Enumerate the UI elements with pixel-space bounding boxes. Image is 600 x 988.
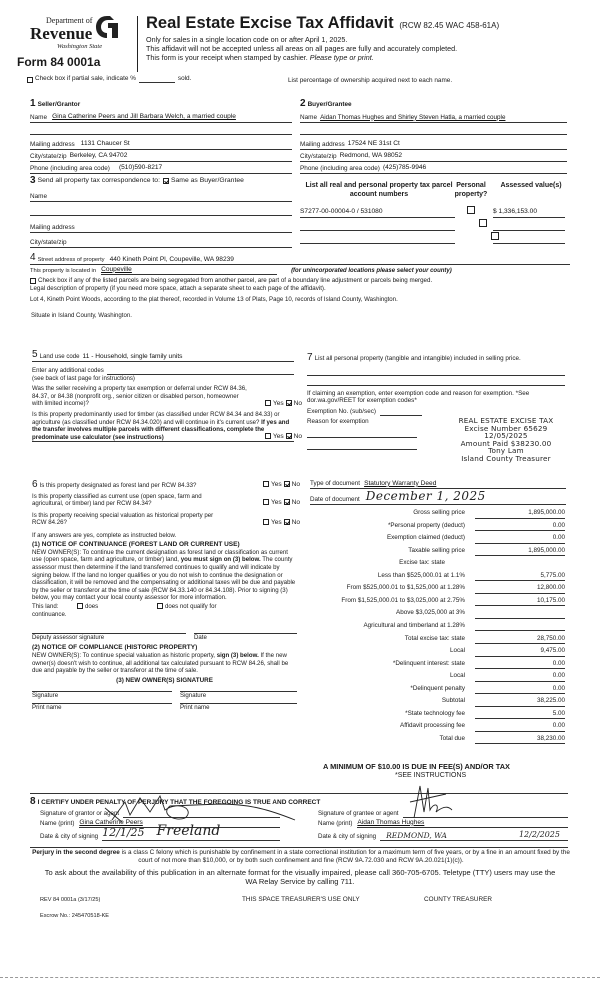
calc-value[interactable] <box>475 622 565 632</box>
segregated-parcel-label: Check box if any of the listed parcels are being segregated from another parcel, are part of a boundary line adjustment or parcels being merged. <box>38 277 433 284</box>
street-address-field[interactable]: 440 Kineth Point Pl, Coupeville, WA 98239 <box>109 255 234 263</box>
buyer-name-line-2[interactable] <box>300 123 567 135</box>
buyer-city-field[interactable]: Redmond, WA 98052 <box>339 152 403 160</box>
certify-bottom-line <box>30 847 568 848</box>
calc-value[interactable]: 10,175.00 <box>475 597 565 607</box>
personal-property-field-1[interactable] <box>307 365 565 376</box>
seller-city-field[interactable]: Berkeley, CA 94702 <box>69 152 128 160</box>
escrow-number: 245470518-KE <box>71 913 110 919</box>
buyer-city-label: City/state/zip <box>300 152 337 160</box>
personal-property-checkbox-2[interactable] <box>479 219 487 227</box>
assessed-value-field-1[interactable]: $ 1,336,153.00 <box>493 208 565 218</box>
calc-row <box>300 609 565 619</box>
calc-row <box>300 735 565 745</box>
calc-value[interactable]: 38,230.00 <box>475 735 565 745</box>
buyer-mailing-label: Mailing address <box>300 140 345 148</box>
yes-label: Yes <box>270 481 282 488</box>
header-note-3-italic: Please type or print. <box>309 52 374 62</box>
new-owner-print-2-field[interactable]: Print name <box>180 703 297 712</box>
calc-row <box>300 635 565 645</box>
unincorporated-note: (for unincorporated locations please select your county) <box>291 267 452 274</box>
correspondence-name-line-2[interactable] <box>30 202 292 216</box>
parcel-col-header-numbers: List all real and personal property tax parcel account numbers <box>305 182 453 198</box>
land-use-code-label: Land use code <box>39 353 80 361</box>
grantor-date-label: Date & city of signing <box>40 833 99 841</box>
calc-value[interactable]: 28,750.00 <box>475 635 565 645</box>
grantee-date-label: Date & city of signing <box>318 833 377 841</box>
exemption-no-field[interactable] <box>380 409 422 416</box>
calc-label: Exemption claimed (deduct) <box>386 534 465 542</box>
dor-swirl-icon <box>94 14 120 40</box>
dept-line1: Department of <box>46 16 93 25</box>
no-label: No <box>293 433 302 441</box>
legal-description-label: Legal description of property (if you need more space, attach a separate sheet to each page of the affidavit). <box>30 284 326 292</box>
grantee-signature-label: Signature of grantee or agent <box>318 810 399 818</box>
form-number: Form 84 0001a <box>17 55 101 69</box>
calc-value[interactable] <box>475 609 565 619</box>
parcel-number-field-2[interactable] <box>300 221 455 231</box>
q5-1-no-checkbox[interactable] <box>286 400 292 406</box>
calc-value[interactable]: 0.00 <box>475 722 565 732</box>
calc-label: Affidavit processing fee <box>400 722 465 730</box>
section-1-number: 1 <box>30 98 36 109</box>
yes-label: Yes <box>270 499 282 507</box>
parcel-table <box>300 182 570 215</box>
correspondence-mailing-label: Mailing address <box>30 223 75 231</box>
calc-label: Local <box>449 672 465 680</box>
grantor-signature-label: Signature of grantor or agent <box>40 810 120 818</box>
grantor-date-value: 12/1/25 <box>102 826 145 840</box>
current-use-question: Is this property classified as current use (open space, farm and agricultural, or timber) land per RCW 84.34? <box>32 492 202 508</box>
stamp-line-1: REAL ESTATE EXCISE TAX <box>458 416 554 425</box>
personal-property-field-2[interactable] <box>307 376 565 386</box>
calc-label: From $525,000.01 to $1,525,000 at 1.28% <box>346 584 465 592</box>
new-owner-signature-1-field[interactable]: Signature <box>32 691 172 700</box>
section-6-number: 6 <box>32 479 38 490</box>
availability-notice: To ask about the availability of this publication in an alternate format for the visually impaired, please call 360-705-6705. Teletype (TTY) users may use the WA Relay Service by calling 711. <box>44 868 556 887</box>
partial-sale-checkbox[interactable] <box>27 77 33 83</box>
calc-row <box>300 660 565 670</box>
seller-phone-field[interactable]: (510)590-8217 <box>118 164 163 172</box>
calc-row <box>300 547 565 557</box>
buyer-mailing-field[interactable]: 17524 NE 31st Ct <box>347 140 400 148</box>
parcel-col-header-personal: Personal property? <box>454 182 488 198</box>
yes-label: Yes <box>272 433 284 441</box>
calc-value[interactable]: 5,775.00 <box>475 572 565 582</box>
calc-row <box>300 584 565 594</box>
calc-row <box>300 622 565 632</box>
treasurer-payment-stamp <box>440 417 572 462</box>
q6-3-yes-checkbox[interactable] <box>263 519 269 525</box>
same-as-buyer-checkbox[interactable] <box>163 178 169 184</box>
deputy-assessor-date-field[interactable] <box>194 632 297 634</box>
calc-label: *Personal property (deduct) <box>387 521 465 529</box>
q5-2-no-checkbox[interactable] <box>286 433 292 439</box>
q5-2-yes-checkbox[interactable] <box>265 433 271 439</box>
perjury-notice: Perjury in the second degree is a class C felony which is punishable by confinement in a state correctional institution for a maximum term of five years, or by a fine in an amount fixed by the court of not more than $10,000, or by both such confinement and fine (RCW 9A.72.030 and RCW 9A.20.021(1)(c)). <box>32 849 570 864</box>
calc-value[interactable]: 0.00 <box>475 522 565 532</box>
additional-codes-field[interactable] <box>107 368 294 375</box>
no-label: No <box>291 518 300 526</box>
exemption-no-label: Exemption No. (sub/sec) <box>307 408 376 416</box>
document-date-label: Date of document <box>310 496 360 504</box>
calc-value[interactable]: 0.00 <box>475 672 565 682</box>
escrow-label: Escrow No.: <box>40 913 71 919</box>
calc-label: Above $3,025,000 at 3% <box>396 609 465 617</box>
if-yes-instruction: If any answers are yes, complete as instructed below. <box>32 531 177 539</box>
segregated-parcel-checkbox[interactable] <box>30 278 36 284</box>
parcel-number-field-3[interactable] <box>300 234 455 244</box>
calc-row <box>300 647 565 657</box>
dor-logo <box>18 14 128 74</box>
seller-name-line-2[interactable] <box>30 123 292 135</box>
stamp-date: 12/05/2025 <box>484 431 528 441</box>
q6-1-yes-checkbox[interactable] <box>263 481 269 487</box>
street-address-label: Street address of property <box>37 256 105 263</box>
grantee-city-value: REDMOND, WA <box>386 830 447 840</box>
stamp-treasurer-title: Island County Treasurer <box>461 453 551 463</box>
stamp-treasurer-name: Tony Lam <box>488 446 524 456</box>
dept-line3: Washington State <box>57 43 103 50</box>
calc-label: Subtotal <box>441 697 465 705</box>
section-2-number: 2 <box>300 98 306 109</box>
partial-sale-label: Check box if partial sale, indicate % <box>35 75 136 82</box>
land-does-not-qualify-checkbox[interactable] <box>157 603 163 609</box>
grantor-date-city-field[interactable] <box>102 823 280 842</box>
additional-codes-label: Enter any additional codes <box>32 367 104 374</box>
seller-mailing-field[interactable]: 1131 Chaucer St <box>80 140 130 148</box>
document-type-label: Type of document <box>310 480 361 488</box>
calc-label: Less than $525,000.01 at 1.1% <box>377 571 465 579</box>
dept-line2: Revenue <box>30 24 93 43</box>
see-instructions-note: *SEE INSTRUCTIONS <box>395 772 467 779</box>
legal-description-line-1[interactable]: Lot 4, Kineth Point Woods, according to the plat thereof, recorded in Volume 13 of Plats, Page 10, records of Island County, Washington. <box>30 295 398 303</box>
notice-compliance-text: NEW OWNER(S): To continue special valuation as historic property, sign (3) below. If the new owner(s) doesn't wish to continue, all additional tax calculated pursuant to RCW 84.26, shall be due and payable by the seller or transferor at the time of sale. <box>32 651 289 675</box>
calc-value[interactable]: 9,475.00 <box>475 647 565 657</box>
calc-label: Agricultural and timberland at 1.28% <box>363 621 465 629</box>
section-5-number: 5 <box>32 348 38 360</box>
notice-continuance-title: (1) NOTICE OF CONTINUANCE (FOREST LAND OR CURRENT USE) <box>32 540 240 548</box>
seller-phone-label: Phone (including area code) <box>30 164 110 172</box>
calc-label: Total excise tax: state <box>404 634 465 642</box>
grantee-date-city-field[interactable] <box>380 830 568 841</box>
continuance-label: continuance. <box>32 610 67 618</box>
q6-3-no-checkbox[interactable] <box>284 519 290 525</box>
no-label: No <box>291 499 300 507</box>
forest-land-question: Is this property designated as forest land per RCW 84.33? <box>39 482 197 489</box>
header-divider <box>137 16 138 72</box>
page-bottom-edge <box>0 977 600 978</box>
minimum-due-note: A MINIMUM OF $10.00 IS DUE IN FEE(S) AND/OR TAX <box>323 762 510 771</box>
header-note-2: This affidavit will not be accepted unless all areas on all pages are fully and accurately completed. <box>146 43 458 53</box>
section-4-number: 4 <box>30 251 36 263</box>
header-note-3: This form is your receipt when stamped by cashier. <box>146 52 308 62</box>
calc-label: Excise tax: state <box>399 559 445 567</box>
same-as-buyer-label: Same as Buyer/Grantee <box>170 177 244 184</box>
calc-label: Taxable selling price <box>408 546 465 554</box>
buyer-phone-field[interactable]: (425)785-9946 <box>382 164 427 172</box>
calc-row <box>300 672 565 682</box>
calc-value[interactable]: 0.00 <box>475 534 565 544</box>
calc-row <box>300 522 565 532</box>
grantor-city-value: Freeland <box>156 822 221 839</box>
does-label: does <box>85 602 99 610</box>
grantor-name-field[interactable]: Gina Catherine Peers <box>79 819 280 828</box>
additional-codes-note: (see back of last page for instructions) <box>32 374 135 382</box>
buyer-name-label: Name <box>300 113 318 121</box>
ownership-note: List percentage of ownership acquired next to each name. <box>288 77 453 84</box>
calc-label: *Delinquent penalty <box>410 684 465 692</box>
does-not-qualify-label: does not qualify for <box>165 602 217 610</box>
calc-row <box>300 597 565 607</box>
calc-value[interactable]: 1,895,000.00 <box>475 509 565 519</box>
new-owner-signature-heading: (3) NEW OWNER(S) SIGNATURE <box>116 676 213 684</box>
no-label: No <box>291 481 300 488</box>
reason-field-1[interactable] <box>307 426 417 438</box>
correspondence-name-label: Name <box>30 192 48 200</box>
new-owner-signature-2-field[interactable]: Signature <box>180 691 297 700</box>
q6-2-yes-checkbox[interactable] <box>263 499 269 505</box>
partial-sale-suffix: sold. <box>177 75 192 82</box>
notice-compliance-title: (2) NOTICE OF COMPLIANCE (HISTORIC PROPERTY) <box>32 643 198 651</box>
land-use-code-field[interactable]: 11 - Household, single family units <box>82 352 183 360</box>
stamp-amount-paid: Amount Paid $38230.00 <box>460 438 552 448</box>
assessed-value-field-3[interactable] <box>493 234 565 244</box>
new-owner-print-1-field[interactable]: Print name <box>32 703 172 712</box>
located-in-label: This property is located in <box>30 267 97 274</box>
calc-label: *Delinquent interest: state <box>392 659 465 667</box>
header-note-1: Only for sales in a single location code on or after April 1, 2025. <box>146 34 348 44</box>
seller-name-field[interactable]: Gina Catherine Peers and Jill Barbara Welch, a married couple <box>52 113 236 121</box>
deputy-date-label: Date <box>194 634 207 642</box>
county-treasurer-label: COUNTY TREASURER <box>424 896 492 903</box>
calc-row <box>300 722 565 732</box>
calc-row <box>300 710 565 720</box>
deputy-assessor-signature-label: Deputy assessor signature <box>32 634 105 642</box>
calc-value[interactable]: 38,225.00 <box>475 697 565 707</box>
exemption-note: If claiming an exemption, enter exemption code and reason for exemption. *See dor.wa.gov/REET for exemption codes* <box>307 389 530 405</box>
grantee-date-value: 12/2/2025 <box>518 830 560 839</box>
document-date-field[interactable]: December 1, 2025 <box>365 489 486 503</box>
personal-property-label: List all personal property (tangible and intangible) included in selling price. <box>314 355 521 362</box>
reason-for-exemption-label: Reason for exemption <box>307 418 369 426</box>
calc-label: *State technology fee <box>405 709 465 717</box>
section-3-number: 3 <box>30 175 36 186</box>
rcw-reference: (RCW 82.45 WAC 458-61A) <box>399 21 500 30</box>
yes-label: Yes <box>272 399 284 407</box>
treasurer-use-label: THIS SPACE TREASURER'S USE ONLY <box>242 896 360 903</box>
grantor-name-label: Name (print) <box>40 820 75 828</box>
calc-value[interactable]: 0.00 <box>475 660 565 670</box>
calc-value[interactable]: 0.00 <box>475 685 565 695</box>
buyer-heading: Buyer/Grantee <box>307 101 352 108</box>
located-in-field[interactable]: Coupeville <box>101 266 277 275</box>
calc-value[interactable]: 12,800.00 <box>475 584 565 594</box>
calc-row <box>300 509 565 519</box>
calc-value[interactable]: 1,895,000.00 <box>475 547 565 557</box>
grantee-name-label: Name (print) <box>318 820 353 828</box>
form-title: Real Estate Excise Tax Affidavit <box>146 14 394 32</box>
assessed-value-field-2[interactable] <box>493 221 565 231</box>
stamp-excise-number: Excise Number 65629 <box>464 423 548 433</box>
q5-1-yes-checkbox[interactable] <box>265 400 271 406</box>
seller-name-label: Name <box>30 113 48 121</box>
exemption-deferral-question: Was the seller receiving a property tax exemption or deferral under RCW 84.36, 84.37, or 84.38 (nonprofit org., senior citizen or disabled person, homeowner with limited income)? <box>32 385 247 408</box>
calc-value[interactable]: 5.00 <box>475 710 565 720</box>
parcel-number-field-1[interactable]: S7277-00-00004-0 / 531080 <box>300 208 455 218</box>
q6-1-no-checkbox[interactable] <box>284 481 290 487</box>
calc-label: Gross selling price <box>413 509 465 516</box>
grantee-signature-icon <box>406 782 456 822</box>
seller-city-label: City/state/zip <box>30 152 67 160</box>
calc-row <box>300 572 565 582</box>
calc-row <box>300 685 565 695</box>
calc-label: Total due <box>439 734 465 742</box>
section-7-number: 7 <box>307 352 313 363</box>
section-8-number: 8 <box>30 796 36 807</box>
partial-sale-percent-field[interactable] <box>139 75 175 83</box>
land-does-qualify-checkbox[interactable] <box>77 603 83 609</box>
calc-label: From $1,525,000.01 to $3,025,000 at 2.75% <box>341 596 465 604</box>
correspondence-city-label: City/state/zip <box>30 238 67 246</box>
parcel-col-header-assessed: Assessed value(s) <box>500 182 562 189</box>
revision-number: REV 84 0001a (3/17/25) <box>40 897 101 903</box>
timber-agriculture-instructions: If yes and the transfer involves multiple parcels with different classifications, complete the predominate use calculator (see instructions) <box>32 418 290 441</box>
this-land-label: This land: <box>32 602 59 610</box>
certify-heading: I CERTIFY UNDER PENALTY OF PERJURY THAT THE FOREGOING IS TRUE AND CORRECT <box>37 799 321 806</box>
no-label: No <box>293 399 302 407</box>
yes-label: Yes <box>270 518 282 526</box>
correspondence-label: Send all property tax correspondence to: <box>37 177 160 184</box>
document-type-field[interactable]: Statutory Warranty Deed <box>364 479 437 487</box>
grantee-name-field[interactable]: Aidan Thomas Hughes <box>357 819 568 828</box>
grantor-signature-icon <box>100 790 300 825</box>
calc-row <box>300 534 565 544</box>
historical-property-question: Is this property receiving special valuation as historical property per RCW 84.26? <box>32 511 214 527</box>
calc-label: Local <box>449 647 465 655</box>
legal-description-line-2[interactable]: Situate in Island County, Washington. <box>31 312 132 320</box>
seller-mailing-label: Mailing address <box>30 140 75 148</box>
seller-heading: Seller/Grantor <box>37 101 81 108</box>
buyer-name-field[interactable]: Aidan Thomas Hughes and Shirley Steven Hatla, a married couple <box>320 113 506 121</box>
notice-continuance-text: NEW OWNER(S): To continue the current designation as forest land or classification as current use (open space, farm and agriculture, or timber) land, you must sign on (3) below. The county assessor must then determine if the land transferred continues to qualify and will indicate by signing below. If the land no longer qualifies or you do not wish to continue the designation or classification, it will be removed and the compensating or additional taxes will be due and payable by the seller or transferor at the time of sale (RCW 84.33.140 or 84.34.108). Prior to signing (3) below, you may contact your local county assessor for more information. <box>32 548 296 602</box>
personal-property-checkbox-1[interactable] <box>467 206 475 214</box>
reason-field-2[interactable] <box>307 438 417 450</box>
calc-row <box>300 697 565 707</box>
buyer-phone-label: Phone (including area code) <box>300 164 380 172</box>
calc-row <box>300 559 565 569</box>
timber-agriculture-question: Is this property predominantly used for timber (as classified under RCW 84.34 and 84.33) or agriculture (as classified under RCW 84.34.020) and will continue in it's current use? <box>32 411 280 426</box>
q6-2-no-checkbox[interactable] <box>284 499 290 505</box>
